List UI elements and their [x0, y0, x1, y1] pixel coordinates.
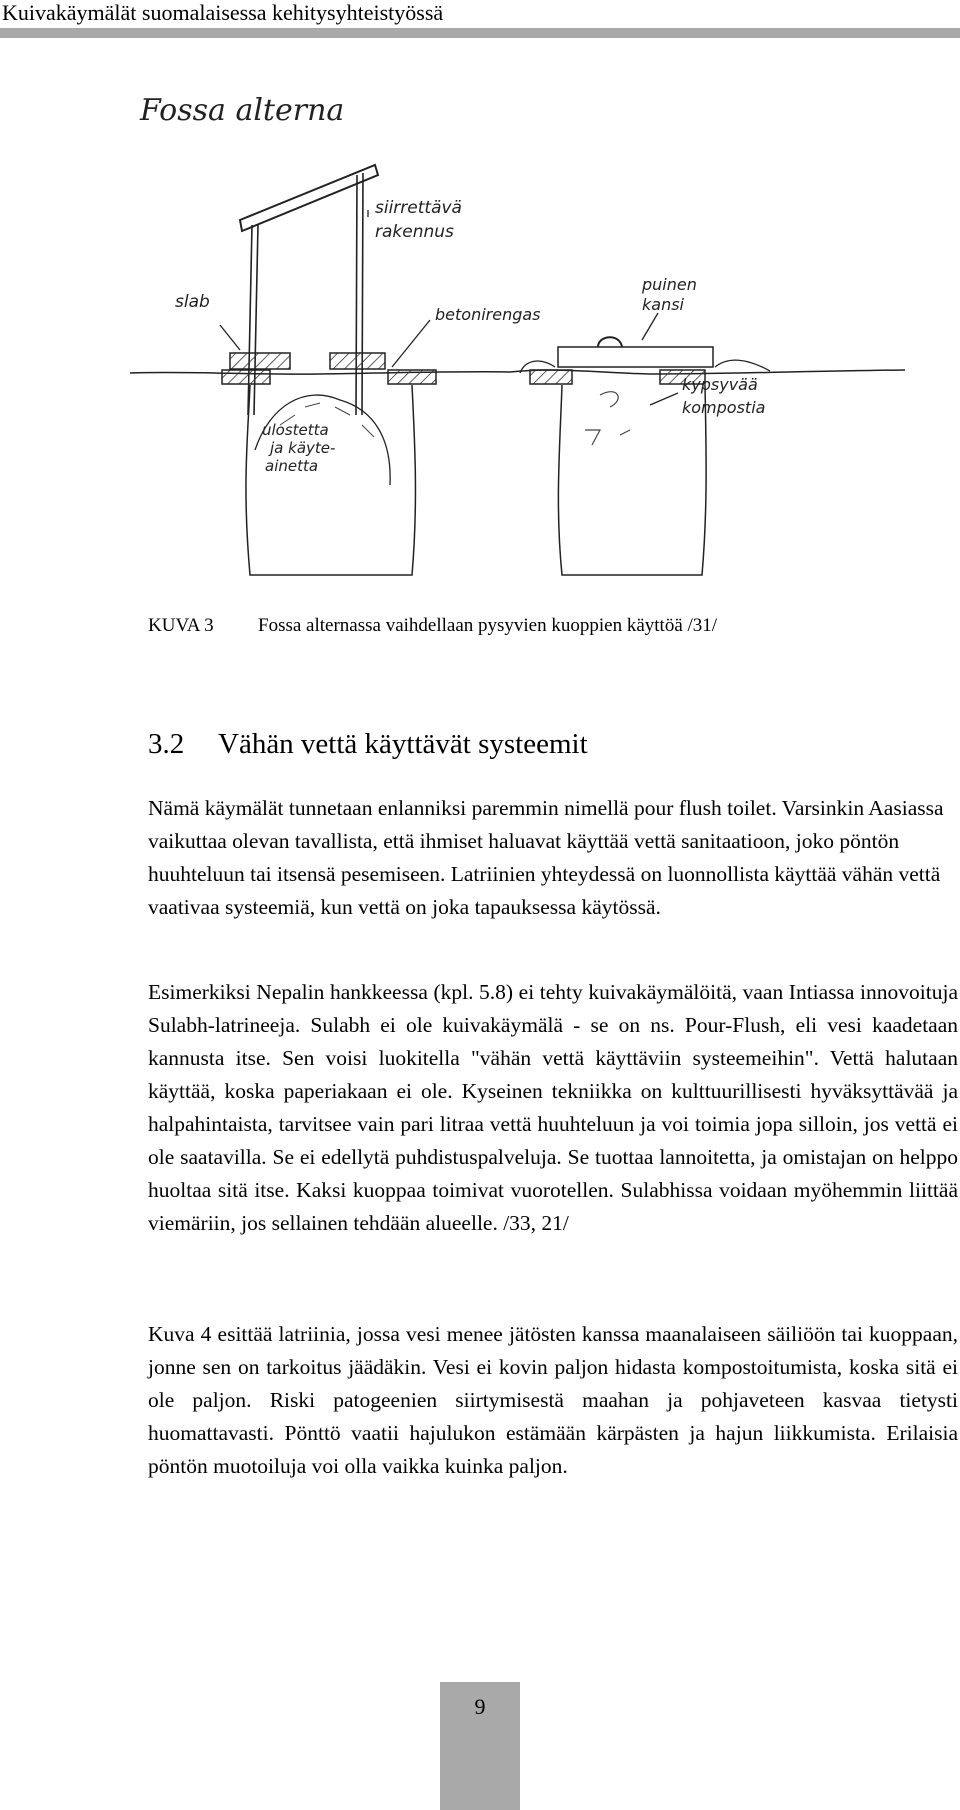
caption-label: KUVA 3	[148, 615, 214, 636]
label-lid-2: kansi	[642, 295, 684, 314]
mound-right	[715, 360, 770, 371]
label-ring: betonirengas	[435, 305, 541, 324]
page-number-box	[440, 1682, 520, 1810]
section-title: Vähän vettä käyttävät systeemit	[218, 728, 588, 760]
label-compost-2: kompostia	[682, 398, 766, 417]
paragraph-3: Kuva 4 esittää latriinia, jossa vesi menee jätösten kanssa maanalaiseen säiliöön tai kuoppaan, jonne sen on tarkoitus jäädäkin. Vesi ei kovin paljon hidasta kompostoitumista, koska sitä ei ole paljon. Riski patogeenien siirtymisestä maahan ja pohjaveteen kasvaa tietysti huomattavasti. Pönttö vaatii hajulukon estämään kärpästen ja hajun liikkumista. Erilaisia pöntön muotoiluja voi olla vaikka kuinka paljon.	[148, 1322, 958, 1478]
running-header	[0, 0, 960, 40]
header-title: Kuivakäymälät suomalaisessa kehitysyhteistyössä	[2, 0, 444, 25]
lid-leader	[642, 313, 658, 340]
fossa-alterna-drawing	[130, 85, 910, 585]
label-slab: slab	[175, 292, 210, 312]
ring-left-2	[530, 370, 572, 384]
label-compost-1: kypsyvää	[682, 375, 758, 394]
lid-handle	[598, 337, 622, 347]
section-heading	[148, 728, 588, 761]
caption-text: Fossa alternassa vaihdellaan pysyvien kuoppien käyttöä /31/	[258, 615, 718, 636]
header-rule	[0, 28, 960, 38]
label-lid-1: puinen	[642, 275, 697, 294]
left-post-b	[254, 225, 258, 415]
section-number: 3.2	[148, 728, 185, 760]
figure-title: Fossa alterna	[140, 93, 345, 128]
ring-leader	[392, 320, 430, 367]
sketch-svg	[130, 85, 910, 585]
label-pile-2: ja käyte-	[270, 439, 336, 457]
page-number: 9	[474, 1694, 486, 1719]
right-post-b	[362, 173, 363, 415]
figure-caption	[148, 615, 717, 637]
wooden-lid	[558, 347, 713, 367]
slab-left	[230, 353, 290, 369]
paragraph-2: Esimerkiksi Nepalin hankkeessa (kpl. 5.8) ei tehty kuivakäymälöitä, vaan Intiassa innovoituja Sulabh-latrineeja. Sulabh ei ole kuivakäymälä - se on ns. Pour-Flush, eli vesi kaadetaan kannusta itse. Sen voisi luokitella "vähän vettä käyttäviin systeemeihin". Vettä halutaan käyttää, koska paperiakaan ei ole. Kyseinen tekniikka on kulttuurillisesti hyväksyttävää ja halpahintaista, tarvitsee vain pari litraa vettä huuhteluun ja voi toimia jopa silloin, jos vettä ei ole saatavilla. Se ei edellytä puhdistuspalveluja. Se tuottaa lannoitetta, ja omistajan on helppo huoltaa sitä itse. Kaksi kuoppaa toimivat vuorotellen. Sulabhissa voidaan myöhemmin liittää viemäriin, jos sellainen tehdään alueelle. /33, 21/	[148, 980, 958, 1235]
ring-right	[388, 370, 436, 384]
label-pile-1: ulostetta	[262, 421, 329, 439]
paragraph-1: Nämä käymälät tunnetaan enlanniksi paremmin nimellä pour flush toilet. Varsinkin Aasiassa vaikuttaa olevan tavallista, että ihmiset haluavat käyttää vettä sanitaatioon, joko pöntön huuhteluun tai itsensä pesemiseen. Latriinien yhteydessä on luonnollista käyttää vähän vettä vaativaa systeemiä, kun vettä on joka tapauksessa käytössä.	[148, 796, 944, 919]
compost-leader	[650, 393, 678, 405]
label-structure-2: rakennus	[375, 222, 454, 242]
label-structure-1: siirrettävä	[375, 198, 462, 218]
slab-leader	[220, 325, 240, 350]
label-pile-3: ainetta	[265, 457, 319, 475]
compost-marks	[585, 392, 630, 445]
ring-left	[222, 370, 270, 384]
slab-right	[330, 353, 385, 369]
right-post-a	[356, 175, 357, 415]
